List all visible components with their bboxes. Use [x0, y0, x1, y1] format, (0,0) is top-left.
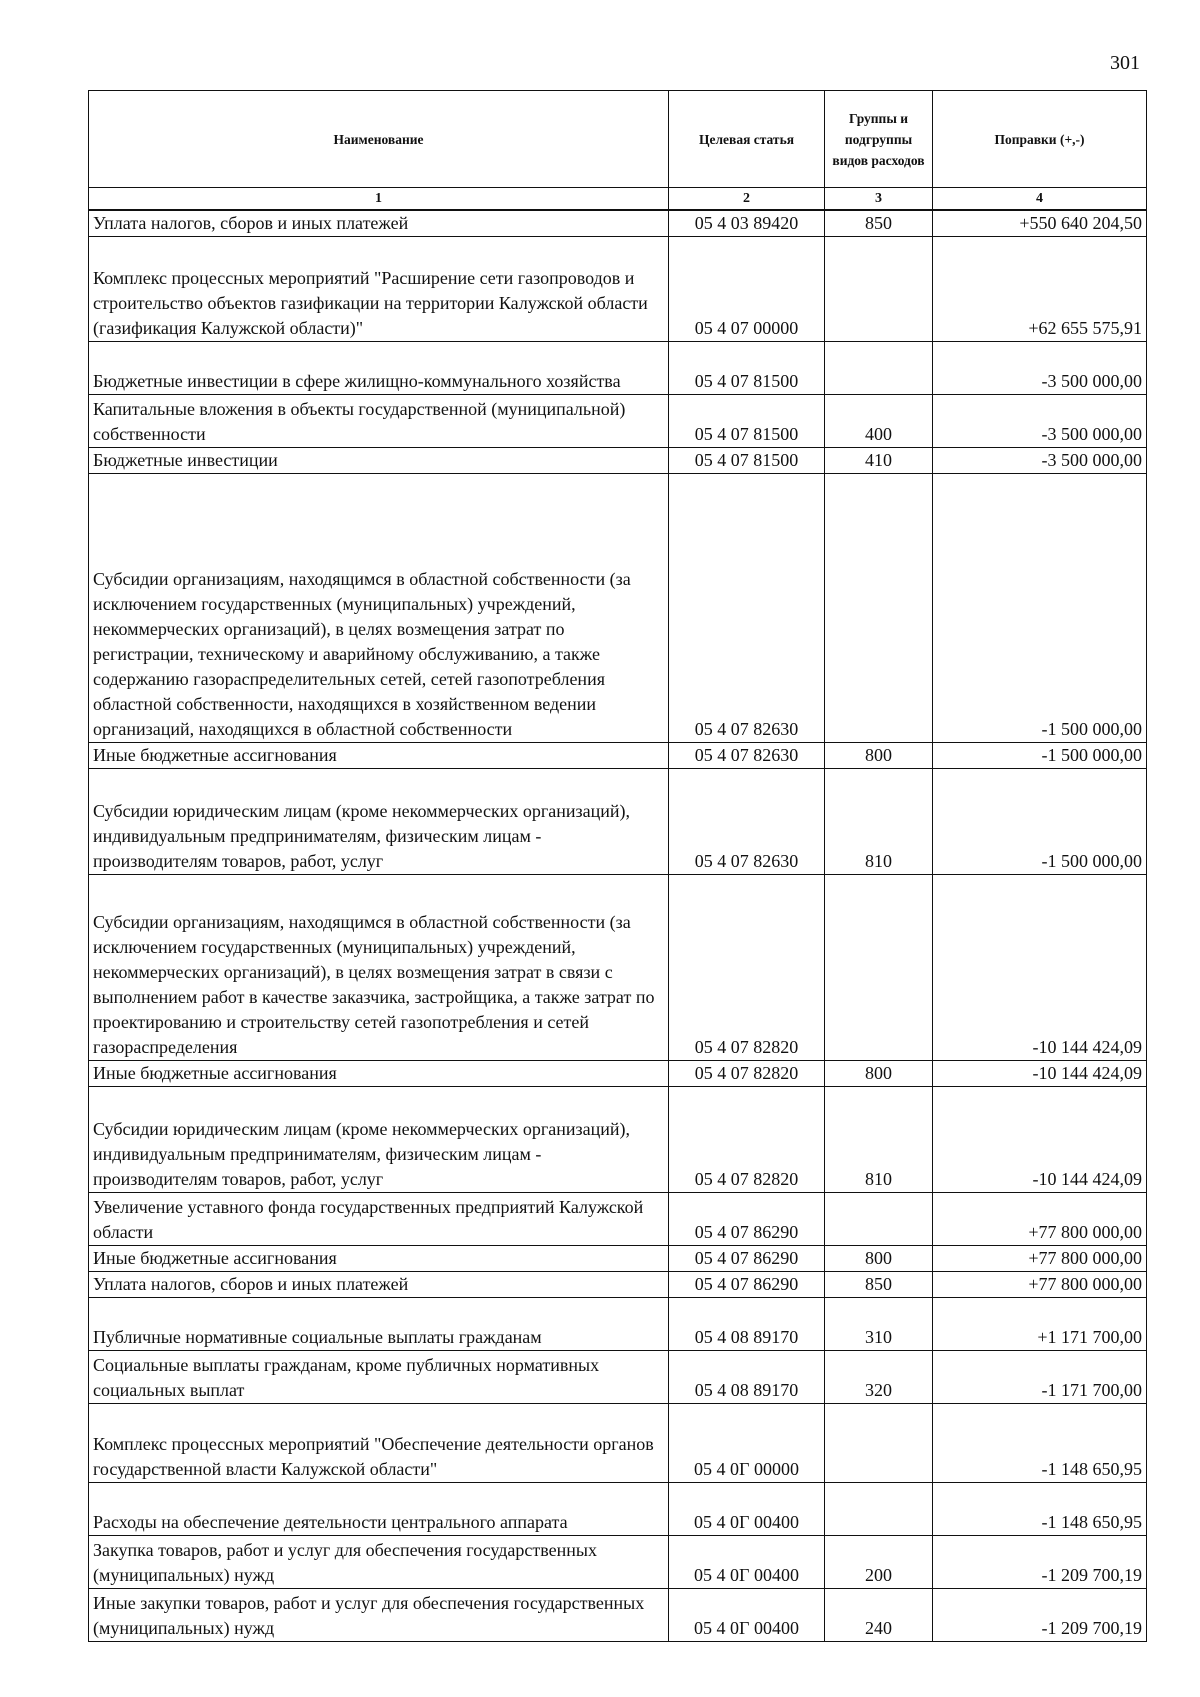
- row-expense-group: 850: [825, 210, 933, 237]
- row-target-article: 05 4 08 89170: [669, 1298, 825, 1351]
- row-name: Комплекс процессных мероприятий "Обеспечение деятельности органов государственной власти Калужской области": [89, 1404, 669, 1483]
- row-name: Комплекс процессных мероприятий "Расширение сети газопроводов и строительство объектов газификации на территории Калужской области (газификация Калужской области)": [89, 237, 669, 342]
- row-name: Бюджетные инвестиции в сфере жилищно-коммунального хозяйства: [89, 342, 669, 395]
- row-target-article: 05 4 07 82630: [669, 743, 825, 769]
- row-amendment-amount: -10 144 424,09: [933, 1061, 1147, 1087]
- row-expense-group: [825, 1193, 933, 1246]
- table-row: [89, 1246, 1147, 1272]
- table-row: [89, 1351, 1147, 1404]
- row-amendment-amount: +62 655 575,91: [933, 237, 1147, 342]
- row-amendment-amount: -10 144 424,09: [933, 1087, 1147, 1193]
- row-expense-group: 800: [825, 1061, 933, 1087]
- row-name: Публичные нормативные социальные выплаты гражданам: [89, 1298, 669, 1351]
- row-expense-group: 800: [825, 743, 933, 769]
- table-row: [89, 875, 1147, 1061]
- table-row: [89, 474, 1147, 743]
- header-amendments: Поправки (+,-): [933, 91, 1147, 188]
- row-target-article: 05 4 07 86290: [669, 1193, 825, 1246]
- row-amendment-amount: -1 148 650,95: [933, 1483, 1147, 1536]
- row-name: Закупка товаров, работ и услуг для обеспечения государственных (муниципальных) нужд: [89, 1536, 669, 1589]
- row-name: Бюджетные инвестиции: [89, 448, 669, 474]
- row-expense-group: [825, 875, 933, 1061]
- column-number: 4: [933, 188, 1147, 211]
- row-expense-group: [825, 237, 933, 342]
- table-row: [89, 1589, 1147, 1642]
- row-name: Субсидии организациям, находящимся в областной собственности (за исключением государственных (муниципальных) учреждений, некоммерческих организаций), в целях возмещения затрат по регистрации, техническому и аварийному обслуживанию, а также содержанию газораспределительных сетей, сетей газопотребления областной собственности, находящихся в хозяйственном ведении организаций, находящихся в областной собственности: [89, 474, 669, 743]
- table-row: [89, 1087, 1147, 1193]
- row-target-article: 05 4 08 89170: [669, 1351, 825, 1404]
- row-expense-group: [825, 474, 933, 743]
- row-expense-group: 200: [825, 1536, 933, 1589]
- row-name: Увеличение уставного фонда государственных предприятий Калужской области: [89, 1193, 669, 1246]
- row-expense-group: 810: [825, 769, 933, 875]
- row-expense-group: 410: [825, 448, 933, 474]
- table-row: [89, 210, 1147, 237]
- row-amendment-amount: +550 640 204,50: [933, 210, 1147, 237]
- row-name: Иные бюджетные ассигнования: [89, 1061, 669, 1087]
- row-target-article: 05 4 07 82630: [669, 769, 825, 875]
- row-target-article: 05 4 0Г 00400: [669, 1589, 825, 1642]
- table-row: [89, 1193, 1147, 1246]
- row-name: Иные закупки товаров, работ и услуг для обеспечения государственных (муниципальных) нужд: [89, 1589, 669, 1642]
- row-target-article: 05 4 0Г 00400: [669, 1483, 825, 1536]
- row-expense-group: 800: [825, 1246, 933, 1272]
- row-target-article: 05 4 07 82820: [669, 1087, 825, 1193]
- row-amendment-amount: -3 500 000,00: [933, 395, 1147, 448]
- column-number: 2: [669, 188, 825, 211]
- row-target-article: 05 4 07 00000: [669, 237, 825, 342]
- row-amendment-amount: -1 148 650,95: [933, 1404, 1147, 1483]
- row-name: Иные бюджетные ассигнования: [89, 743, 669, 769]
- table-row: [89, 1272, 1147, 1298]
- row-target-article: 05 4 0Г 00000: [669, 1404, 825, 1483]
- table-row: [89, 395, 1147, 448]
- table-row: [89, 1483, 1147, 1536]
- table-row: [89, 237, 1147, 342]
- row-amendment-amount: -1 209 700,19: [933, 1589, 1147, 1642]
- row-name: Капитальные вложения в объекты государственной (муниципальной) собственности: [89, 395, 669, 448]
- row-amendment-amount: -1 500 000,00: [933, 743, 1147, 769]
- row-name: Субсидии организациям, находящимся в областной собственности (за исключением государственных (муниципальных) учреждений, некоммерческих организаций), в целях возмещения затрат в связи с выполнением работ в качестве заказчика, застройщика, а также затрат по проектированию и строительству сетей газопотребления и сетей газораспределения: [89, 875, 669, 1061]
- page-number: 301: [1110, 52, 1140, 74]
- row-amendment-amount: -3 500 000,00: [933, 448, 1147, 474]
- row-name: Расходы на обеспечение деятельности центрального аппарата: [89, 1483, 669, 1536]
- row-name: Уплата налогов, сборов и иных платежей: [89, 1272, 669, 1298]
- table-row: [89, 1298, 1147, 1351]
- header-target-article: Целевая статья: [669, 91, 825, 188]
- table-row: [89, 769, 1147, 875]
- row-target-article: 05 4 07 81500: [669, 448, 825, 474]
- table-row: [89, 342, 1147, 395]
- row-target-article: 05 4 07 81500: [669, 342, 825, 395]
- row-name: Иные бюджетные ассигнования: [89, 1246, 669, 1272]
- row-expense-group: 240: [825, 1589, 933, 1642]
- row-target-article: 05 4 07 82630: [669, 474, 825, 743]
- row-amendment-amount: +77 800 000,00: [933, 1272, 1147, 1298]
- header-name: Наименование: [89, 91, 669, 188]
- table-row: [89, 1536, 1147, 1589]
- row-amendment-amount: +1 171 700,00: [933, 1298, 1147, 1351]
- row-expense-group: 810: [825, 1087, 933, 1193]
- row-amendment-amount: +77 800 000,00: [933, 1246, 1147, 1272]
- row-name: Уплата налогов, сборов и иных платежей: [89, 210, 669, 237]
- row-amendment-amount: -1 209 700,19: [933, 1536, 1147, 1589]
- row-amendment-amount: -3 500 000,00: [933, 342, 1147, 395]
- row-amendment-amount: +77 800 000,00: [933, 1193, 1147, 1246]
- row-amendment-amount: -10 144 424,09: [933, 875, 1147, 1061]
- row-name: Субсидии юридическим лицам (кроме некоммерческих организаций), индивидуальным предпринимателям, физическим лицам - производителям товаров, работ, услуг: [89, 1087, 669, 1193]
- row-target-article: 05 4 07 86290: [669, 1272, 825, 1298]
- row-expense-group: [825, 342, 933, 395]
- table-row: [89, 743, 1147, 769]
- row-expense-group: 850: [825, 1272, 933, 1298]
- column-number: 1: [89, 188, 669, 211]
- column-number: 3: [825, 188, 933, 211]
- row-expense-group: 320: [825, 1351, 933, 1404]
- table-row: [89, 1061, 1147, 1087]
- table-row: [89, 448, 1147, 474]
- row-target-article: 05 4 07 81500: [669, 395, 825, 448]
- row-target-article: 05 4 07 86290: [669, 1246, 825, 1272]
- row-name: Субсидии юридическим лицам (кроме некоммерческих организаций), индивидуальным предпринимателям, физическим лицам - производителям товаров, работ, услуг: [89, 769, 669, 875]
- row-target-article: 05 4 03 89420: [669, 210, 825, 237]
- header-expense-groups: Группы и подгруппы видов расходов: [825, 91, 933, 188]
- row-amendment-amount: -1 171 700,00: [933, 1351, 1147, 1404]
- row-amendment-amount: -1 500 000,00: [933, 474, 1147, 743]
- row-expense-group: 310: [825, 1298, 933, 1351]
- row-target-article: 05 4 07 82820: [669, 1061, 825, 1087]
- row-expense-group: [825, 1404, 933, 1483]
- table-row: [89, 1404, 1147, 1483]
- row-amendment-amount: -1 500 000,00: [933, 769, 1147, 875]
- row-expense-group: [825, 1483, 933, 1536]
- budget-amendments-table: [88, 90, 1147, 1642]
- row-expense-group: 400: [825, 395, 933, 448]
- row-target-article: 05 4 0Г 00400: [669, 1536, 825, 1589]
- row-target-article: 05 4 07 82820: [669, 875, 825, 1061]
- row-name: Социальные выплаты гражданам, кроме публичных нормативных социальных выплат: [89, 1351, 669, 1404]
